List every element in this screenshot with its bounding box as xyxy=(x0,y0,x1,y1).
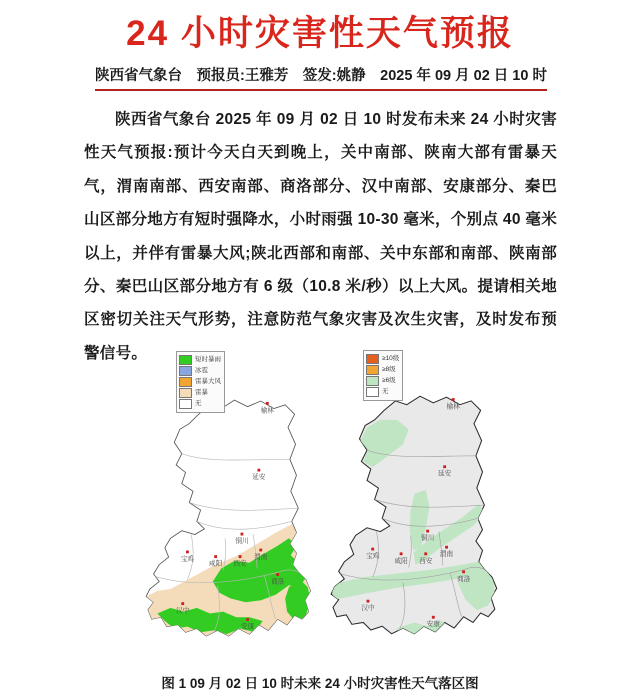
legend-item-gale10: ≥10级 xyxy=(366,354,399,364)
left-map-container xyxy=(120,386,315,668)
red-divider-rule xyxy=(95,89,547,91)
svg-text:西安: 西安 xyxy=(233,560,247,568)
svg-text:铜川: 铜川 xyxy=(235,537,249,545)
gale10-swatch xyxy=(366,354,379,364)
none-swatch-left xyxy=(179,399,192,409)
svg-text:渭南: 渭南 xyxy=(254,553,268,561)
forecaster-name: 预报员:王雅芳 xyxy=(196,68,289,84)
svg-text:商洛: 商洛 xyxy=(456,575,471,583)
legend-item-none-right: 无 xyxy=(366,387,399,397)
svg-text:汉中: 汉中 xyxy=(361,605,375,613)
svg-text:渭南: 渭南 xyxy=(439,551,454,559)
legend-item-gale8: ≥8级 xyxy=(366,365,399,375)
svg-text:安康: 安康 xyxy=(426,621,440,629)
svg-text:宝鸡: 宝鸡 xyxy=(180,555,195,563)
svg-text:安康: 安康 xyxy=(240,623,255,631)
gale6-swatch xyxy=(366,376,379,386)
svg-text:咸阳: 咸阳 xyxy=(209,560,223,568)
thunder-gale-swatch xyxy=(179,377,192,387)
figure-caption: 图 1 09 月 02 日 10 时未来 24 小时灾害性天气落区图 xyxy=(161,676,479,691)
page-title: 24 小时灾害性天气预报 xyxy=(126,14,514,53)
legend-item-none-left: 无 xyxy=(179,399,221,409)
issuer-name: 签发:姚静 xyxy=(302,68,366,84)
svg-text:延安: 延安 xyxy=(438,470,452,478)
legend-item-gale6: ≥6级 xyxy=(366,376,399,386)
svg-text:延安: 延安 xyxy=(252,474,266,482)
svg-text:榆林: 榆林 xyxy=(446,403,460,411)
svg-text:铜川: 铜川 xyxy=(420,535,435,543)
none-swatch-right xyxy=(366,387,379,397)
right-map-container xyxy=(305,382,501,666)
left-map-legend xyxy=(176,351,225,413)
rain-swatch xyxy=(179,355,192,365)
svg-text:商洛: 商洛 xyxy=(271,578,285,586)
svg-text:西安: 西安 xyxy=(419,557,433,565)
thunder-swatch xyxy=(179,388,192,398)
gale8-swatch xyxy=(366,365,379,375)
right-map-legend xyxy=(363,350,403,401)
legend-item-hail: 冰雹 xyxy=(179,366,221,376)
forecast-body-text: 陕西省气象台 2025 年 09 月 02 日 10 时发布未来 24 小时灾害性天气预报:预计今天白天到晚上，关中南部、陕南大部有雷暴天气，渭南南部、西安南部、商洛部分、汉中南部、安康部分、秦巴山区部分地方有短时强降水，小时雨强 10-30 毫米，个别点 40 毫米以上，并伴有雷暴大风;陕北西部和南部、关中东部和南部、陕南部分、秦巴山区部分地方有 6 级（10.8 米/秒）以上大风。提请相关地区密切关注天气形势，注意防范气象灾害及次生灾害，及时发布预警信号。 xyxy=(84,111,557,362)
left-map-svg xyxy=(120,386,315,668)
svg-text:宝鸡: 宝鸡 xyxy=(366,553,380,561)
legend-item-rain: 短时暴雨 xyxy=(179,355,221,365)
svg-text:榆林: 榆林 xyxy=(260,407,274,415)
hail-swatch xyxy=(179,366,192,376)
svg-text:汉中: 汉中 xyxy=(176,607,190,615)
right-map-svg xyxy=(305,382,501,666)
agency-name: 陕西省气象台 xyxy=(95,68,182,84)
svg-text:咸阳: 咸阳 xyxy=(394,557,408,565)
legend-item-thunder-gale: 雷暴大风 xyxy=(179,377,221,387)
issue-datetime: 2025 年 09 月 02 日 10 时 xyxy=(380,68,547,84)
legend-item-thunder: 雷暴 xyxy=(179,388,221,398)
meta-line xyxy=(95,64,547,85)
